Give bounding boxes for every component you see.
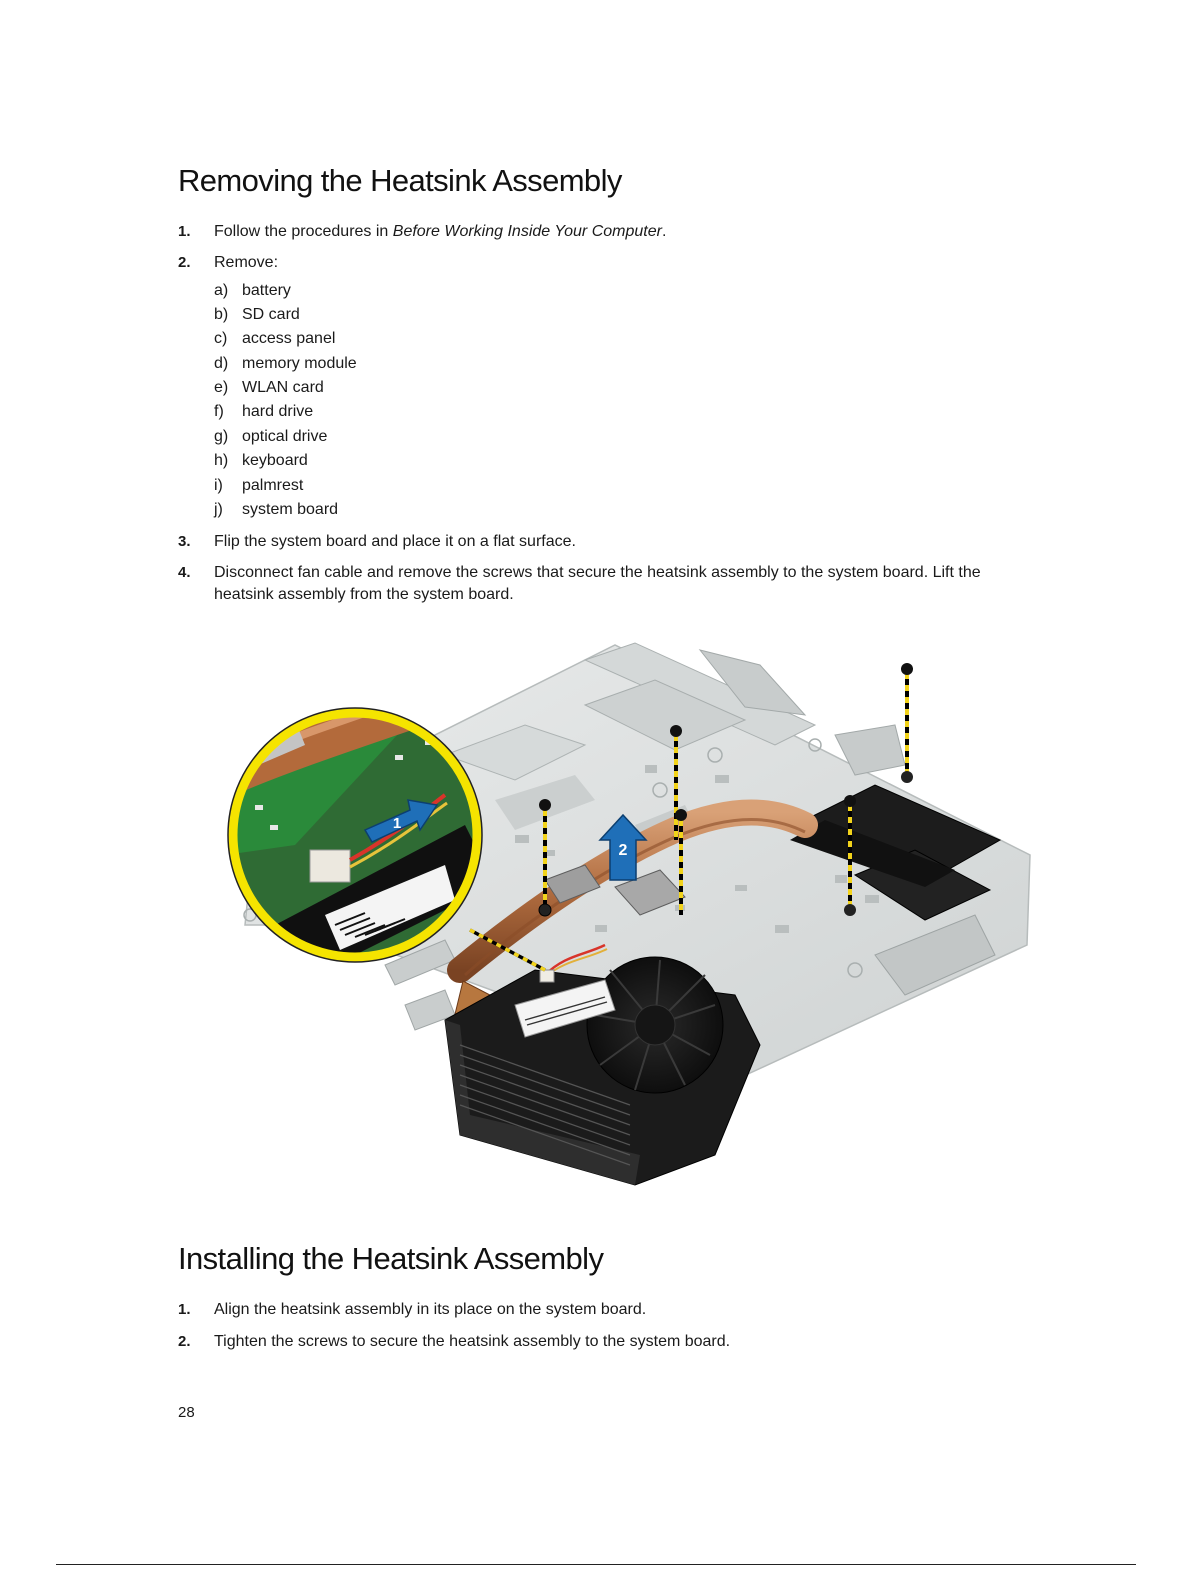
- screw-icon: [901, 663, 913, 675]
- step-text-prefix: Follow the procedures in: [214, 223, 393, 240]
- heatsink-removal-illustration: [215, 625, 1045, 1200]
- list-letter: c): [214, 330, 228, 347]
- list-label: WLAN card: [242, 379, 324, 396]
- list-item: [214, 377, 324, 399]
- list-label: SD card: [242, 306, 300, 323]
- callout-2-label: 2: [618, 842, 628, 859]
- list-item: [214, 304, 300, 326]
- list-item: [214, 426, 327, 448]
- list-label: hard drive: [242, 403, 314, 420]
- footer-divider: [56, 1564, 1136, 1565]
- screw-icon: [844, 795, 856, 807]
- list-item: [214, 353, 357, 375]
- list-label: palmrest: [242, 477, 304, 494]
- list-letter: i): [214, 477, 223, 494]
- screw-icon: [670, 725, 682, 737]
- step-text: Tighten the screws to secure the heatsink assembly to the system board.: [214, 1333, 731, 1350]
- list-item: [214, 401, 313, 423]
- list-letter: b): [214, 306, 229, 323]
- step-number: 1.: [178, 1301, 191, 1318]
- step-number: 1.: [178, 223, 191, 240]
- list-letter: j): [214, 501, 223, 518]
- list-letter: g): [214, 428, 229, 445]
- list-label: battery: [242, 282, 291, 299]
- list-label: access panel: [242, 330, 336, 347]
- list-item: [214, 475, 303, 497]
- step-number: 3.: [178, 533, 191, 550]
- list-label: keyboard: [242, 452, 308, 469]
- step-text: Flip the system board and place it on a flat surface.: [214, 533, 576, 550]
- list-letter: f): [214, 403, 224, 420]
- list-label: system board: [242, 501, 339, 518]
- screw-icon: [675, 809, 687, 821]
- cross-reference-link[interactable]: Before Working Inside Your Computer: [392, 223, 662, 240]
- step-number: 2.: [178, 254, 191, 271]
- list-letter: e): [214, 379, 229, 396]
- section-title-removing: Removing the Heatsink Assembly: [178, 163, 622, 198]
- step-number: 4.: [178, 564, 191, 581]
- page-number: 28: [178, 1404, 195, 1421]
- step-text: [214, 221, 1014, 243]
- step-text: Remove:: [214, 254, 279, 271]
- list-letter: d): [214, 355, 229, 372]
- step-number: 2.: [178, 1333, 191, 1350]
- step-text-suffix: .: [661, 223, 667, 240]
- list-item: [214, 328, 335, 350]
- fan-connector: [540, 970, 554, 982]
- list-letter: h): [214, 452, 229, 469]
- step-text: Align the heatsink assembly in its place on the system board.: [214, 1301, 647, 1318]
- list-label: optical drive: [242, 428, 328, 445]
- list-item: [214, 499, 338, 521]
- list-label: memory module: [242, 355, 357, 372]
- list-item: [214, 280, 291, 302]
- step-text: Disconnect fan cable and remove the screws that secure the heatsink assembly to the system board. Lift the heatsink assembly from the system board.: [214, 564, 981, 603]
- list-letter: a): [214, 282, 229, 299]
- list-item: [214, 450, 308, 472]
- screw-icon: [539, 799, 551, 811]
- section-title-installing: Installing the Heatsink Assembly: [178, 1241, 604, 1276]
- callout-1-label: 1: [392, 815, 402, 832]
